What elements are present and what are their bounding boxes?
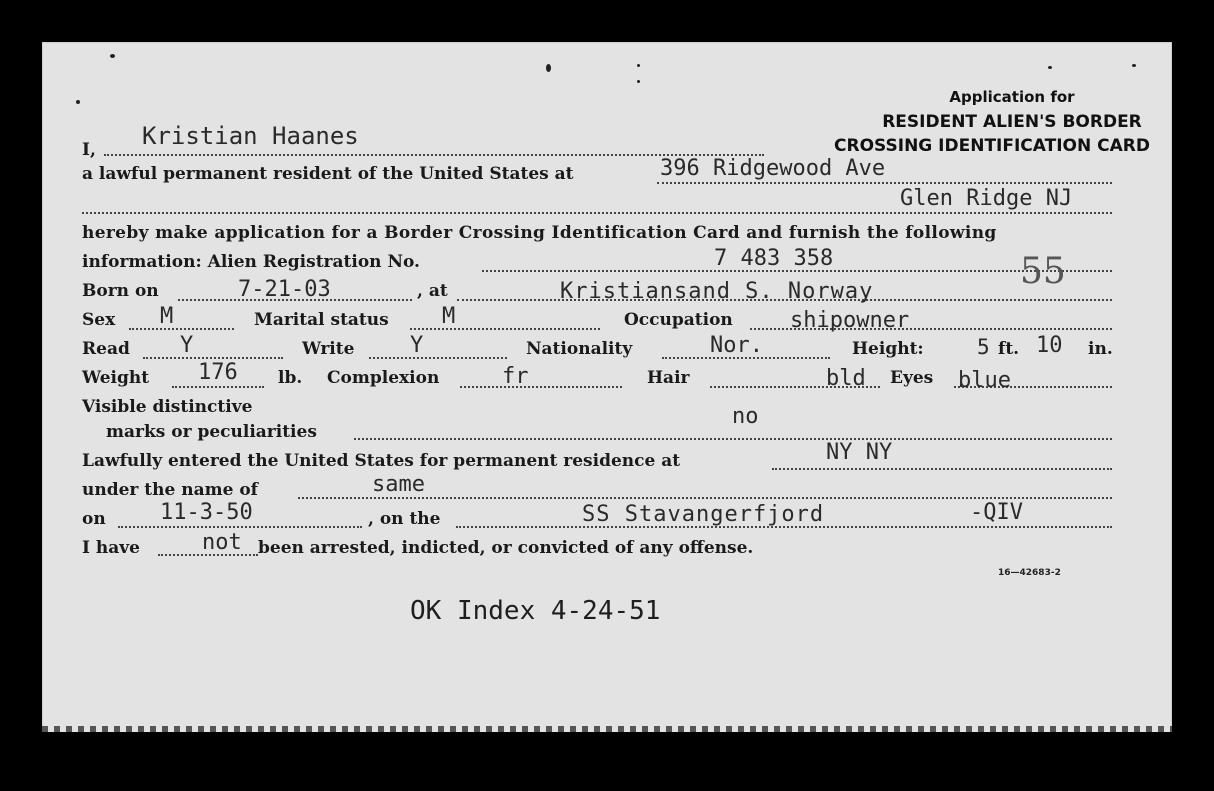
speck [546,64,551,72]
label-height: Height: [852,339,924,359]
card-perforated-edge [42,726,1172,732]
read-line [143,357,283,359]
sex-value: M [160,304,174,329]
form-header-line-3: CROSSING IDENTIFICATION CARD [834,136,1150,156]
speck [1132,64,1136,67]
date-of-birth: 7-21-03 [238,277,331,302]
label-hereby: hereby make application for a Border Crossing Identification Card and furnish the following [82,223,997,243]
form-header-line-1: Application for [949,88,1075,106]
entry-place-line [772,468,1112,470]
entry-date-line [118,526,362,528]
write-value: Y [410,333,424,358]
write-line [369,357,507,359]
arrested-value: not [202,530,242,555]
label-lawfully-entered: Lawfully entered the United States for permanent residence at [82,451,681,471]
address-line-2-line [82,212,1112,214]
alien-registration-number: 7 483 358 [714,246,834,271]
label-lb: lb. [278,368,303,388]
border-crossing-application-card [42,42,1172,732]
complexion-line [460,386,622,388]
form-number: 16—42683-2 [998,568,1061,578]
sex-line [129,328,234,330]
entry-date-value: 11-3-50 [160,500,253,525]
speck [110,54,115,58]
label-on: on [82,509,106,529]
label-in: in. [1088,339,1113,359]
label-sex: Sex [82,310,116,330]
entry-place-value: NY NY [826,440,893,465]
speck [76,100,80,104]
vessel-name: SS Stavangerfjord [582,502,825,527]
label-on-the: , on the [368,509,441,529]
address-line-1-line [657,182,1112,184]
height-inches: 10 [1036,333,1063,358]
label-hair: Hair [647,368,690,388]
label-complexion: Complexion [327,368,440,388]
label-nationality: Nationality [526,339,633,359]
entry-name-value: same [372,472,425,497]
label-occupation: Occupation [624,310,733,330]
label-visible-marks-1: Visible distinctive [82,397,253,417]
weight-value: 176 [198,360,238,385]
label-eyes: Eyes [890,368,934,388]
entry-name-line [298,497,1112,499]
label-read: Read [82,339,130,359]
marital-status-value: M [442,304,456,329]
occupation-value: shipowner [790,308,910,333]
label-i-have: I have [82,538,140,558]
address-line-2: Glen Ridge NJ [900,186,1073,211]
height-feet: 5 [977,335,990,359]
label-permanent-resident: a lawful permanent resident of the United States at [82,164,574,184]
address-line-1: 396 Ridgewood Ave [660,156,886,181]
hair-value: bld [826,366,866,391]
label-write: Write [302,339,355,359]
label-i: I, [82,140,96,160]
label-ft: ft. [998,339,1020,359]
label-born-on: Born on [82,281,159,301]
label-visible-marks-2: marks or peculiarities [106,422,317,442]
eyes-value: blue [958,368,1011,393]
speck [637,64,640,67]
label-under-name: under the name of [82,480,258,500]
visible-marks-value: no [732,404,759,429]
label-alien-registration: information: Alien Registration No. [82,252,420,272]
label-weight: Weight [82,368,150,388]
label-at: , at [417,281,448,301]
complexion-value: fr [502,364,529,389]
form-header-line-2: RESIDENT ALIEN'S BORDER [882,112,1142,132]
visible-marks-line [354,438,1112,440]
birthplace: Kristiansand S. Norway [560,279,874,304]
applicant-name: Kristian Haanes [142,122,359,150]
handwritten-number: 55 [1020,251,1066,292]
weight-line [172,386,264,388]
index-note: OK Index 4-24-51 [410,596,661,626]
read-value: Y [180,333,194,358]
vessel-suffix: -QIV [970,500,1023,525]
label-arrested-statement: been arrested, indicted, or convicted of any offense. [258,538,754,558]
speck [1048,66,1052,69]
marital-status-line [410,328,600,330]
nationality-value: Nor. [710,333,763,358]
label-marital-status: Marital status [254,310,389,330]
speck [637,80,640,83]
